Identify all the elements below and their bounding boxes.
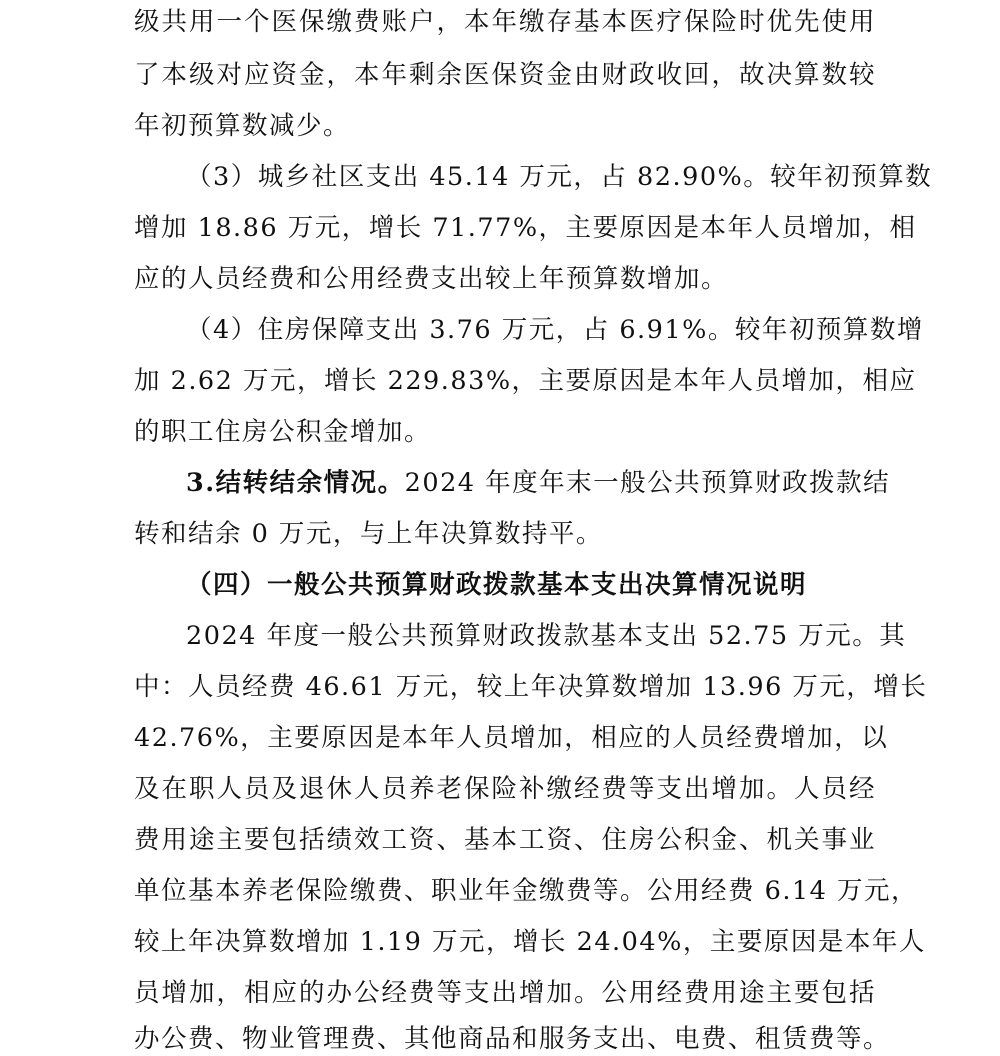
paragraph-line: 应的人员经费和公用经费支出较上年预算数增加。 — [134, 264, 729, 294]
paragraph-line: （4）住房保障支出 3.76 万元，占 6.91%。较年初预算数增 — [186, 315, 924, 345]
paragraph-line: 了本级对应资金，本年剩余医保资金由财政收回，故决算数较 — [134, 60, 876, 90]
paragraph-line: 的职工住房公积金增加。 — [134, 417, 432, 447]
paragraph-line: 增加 18.86 万元，增长 71.77%，主要原因是本年人员增加，相 — [134, 213, 917, 243]
carryover-heading: 3.结转结余情况。 — [186, 468, 405, 498]
paragraph-line: 2024 年度一般公共预算财政拨款基本支出 52.75 万元。其 — [186, 621, 907, 651]
section-heading: （四）一般公共预算财政拨款基本支出决算情况说明 — [186, 570, 808, 600]
carryover-line — [186, 466, 891, 500]
paragraph-line: 费用途主要包括绩效工资、基本工资、住房公积金、机关事业 — [134, 825, 876, 855]
paragraph-line: 办公费、物业管理费、其他商品和服务支出、电费、租赁费等。 — [134, 1024, 891, 1054]
paragraph-line: 员增加，相应的办公经费等支出增加。公用经费用途主要包括 — [134, 978, 876, 1008]
paragraph-line: 加 2.62 万元，增长 229.83%，主要原因是本年人员增加，相应 — [134, 366, 917, 396]
paragraph-line: 转和结余 0 万元，与上年决算数持平。 — [134, 519, 603, 549]
paragraph-line: 42.76%，主要原因是本年人员增加，相应的人员经费增加，以 — [134, 723, 889, 753]
carryover-text: 2024 年度年末一般公共预算财政拨款结 — [404, 468, 891, 498]
paragraph-line: 级共用一个医保缴费账户，本年缴存基本医疗保险时优先使用 — [134, 7, 876, 37]
paragraph-line: 较上年决算数增加 1.19 万元，增长 24.04%，主要原因是本年人 — [134, 927, 926, 957]
paragraph-line: 年初预算数减少。 — [134, 111, 351, 141]
paragraph-line: 中：人员经费 46.61 万元，较上年决算数增加 13.96 万元，增长 — [134, 672, 928, 702]
paragraph-line: （3）城乡社区支出 45.14 万元，占 82.90%。较年初预算数 — [186, 162, 933, 192]
paragraph-line: 及在职人员及退休人员养老保险补缴经费等支出增加。人员经 — [134, 774, 876, 804]
paragraph-line: 单位基本养老保险缴费、职业年金缴费等。公用经费 6.14 万元， — [134, 876, 918, 906]
